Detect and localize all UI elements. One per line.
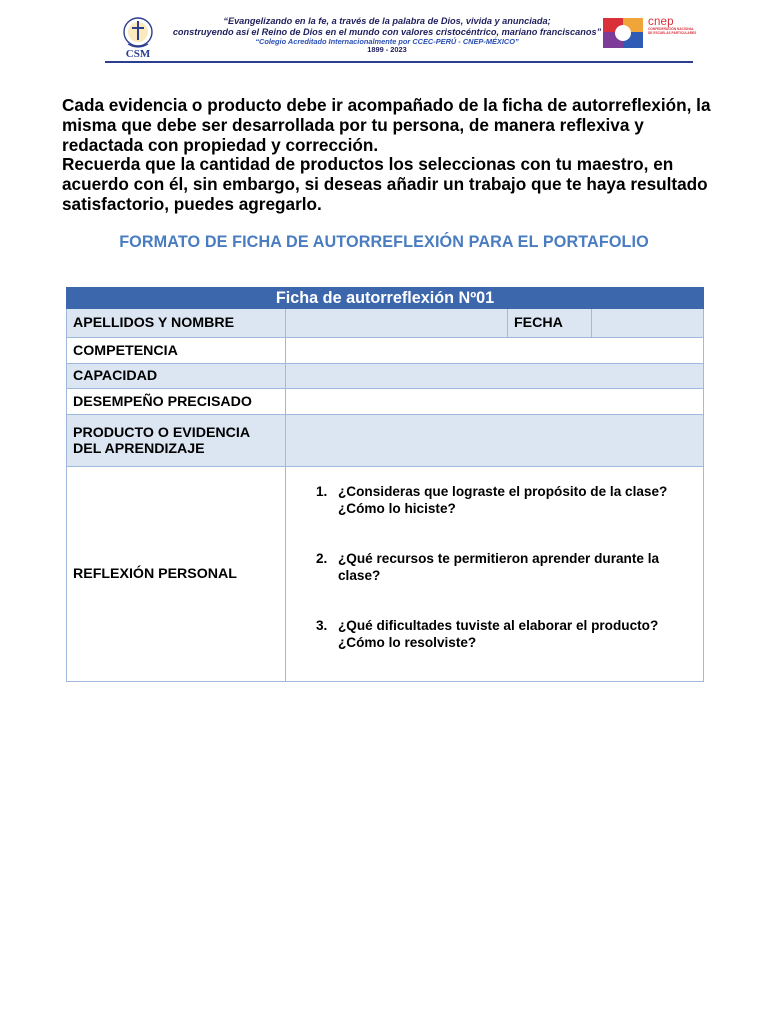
question-text: ¿Consideras que lograste el propósito de la clase? ¿Cómo lo hiciste? bbox=[338, 484, 668, 516]
cnep-logo bbox=[603, 18, 643, 50]
row-competencia bbox=[67, 338, 704, 364]
self-reflection-form bbox=[66, 287, 704, 682]
label-competencia: COMPETENCIA bbox=[67, 338, 286, 364]
accreditation-text: “Colegio Acreditado Internacionalmente por CCEC-PERÚ - CNEP-MÉXICO” bbox=[255, 37, 519, 46]
question-text: ¿Qué dificultades tuviste al elaborar el producto? ¿Cómo lo resolviste? bbox=[338, 618, 659, 650]
question-text: ¿Qué recursos te permitieron aprender durante la clase? bbox=[338, 551, 660, 583]
section-title: FORMATO DE FICHA DE AUTORREFLEXIÓN PARA EL PORTAFOLIO bbox=[119, 233, 649, 251]
field-capacidad[interactable] bbox=[286, 364, 704, 389]
header-divider bbox=[105, 61, 693, 63]
school-logo-lettering: CSM bbox=[125, 48, 151, 60]
school-logo bbox=[119, 16, 157, 60]
field-apellidos-nombre[interactable] bbox=[286, 309, 508, 338]
intro-paragraph-2: Recuerda que la cantidad de productos los seleccionas con tu maestro, en acuerdo con él, sin embargo, si deseas añadir un trabajo que te haya resultado satisfactorio, puedes agregarlo. bbox=[62, 154, 708, 214]
school-motto bbox=[157, 16, 617, 54]
form-title-row bbox=[67, 288, 704, 309]
label-desempeno: DESEMPEÑO PRECISADO bbox=[67, 389, 286, 415]
reflection-questions bbox=[316, 484, 691, 651]
motto-line-2: construyendo así el Reino de Dios en el mundo con valores cristocéntrico, mariano franciscanos” bbox=[172, 26, 602, 37]
cnep-wordmark bbox=[648, 17, 698, 35]
years-text: 1899 - 2023 bbox=[367, 45, 407, 54]
label-reflexion: REFLEXIÓN PERSONAL bbox=[67, 467, 286, 682]
field-desempeno[interactable] bbox=[286, 389, 704, 415]
field-fecha[interactable] bbox=[592, 309, 704, 338]
motto-line-1: “Evangelizando en la fe, a través de la palabra de Dios, vivida y anunciada; bbox=[223, 16, 551, 26]
label-apellidos-nombre: APELLIDOS Y NOMBRE bbox=[67, 309, 286, 338]
label-producto bbox=[67, 415, 286, 467]
question-item bbox=[316, 551, 691, 584]
field-competencia[interactable] bbox=[286, 338, 704, 364]
question-item bbox=[316, 484, 691, 517]
row-producto bbox=[67, 415, 704, 467]
cnep-subtitle: CONFEDERACIÓN NACIONAL DE ESCUELAS PARTICULARES bbox=[648, 27, 697, 35]
form-title: Ficha de autorreflexión Nº01 bbox=[67, 288, 704, 309]
row-capacidad bbox=[67, 364, 704, 389]
question-item bbox=[316, 618, 691, 651]
field-reflexion[interactable] bbox=[286, 467, 704, 682]
label-fecha: FECHA bbox=[508, 309, 592, 338]
intro-paragraph-1: Cada evidencia o producto debe ir acompañado de la ficha de autorreflexión, la misma que debe ser desarrollada por tu persona, de manera reflexiva y redactada con propiedad y corrección. bbox=[62, 95, 711, 155]
school-header bbox=[105, 14, 697, 62]
label-capacidad: CAPACIDAD bbox=[67, 364, 286, 389]
row-nombre bbox=[67, 309, 704, 338]
question-number: 3. bbox=[316, 618, 328, 633]
question-number: 1. bbox=[316, 484, 328, 499]
label-producto-line-1: PRODUCTO O EVIDENCIA bbox=[73, 424, 251, 441]
label-producto-line-2: DEL APRENDIZAJE bbox=[73, 440, 205, 457]
intro-text bbox=[62, 96, 722, 215]
row-reflexion bbox=[67, 467, 704, 682]
field-producto[interactable] bbox=[286, 415, 704, 467]
question-number: 2. bbox=[316, 551, 328, 566]
row-desempeno bbox=[67, 389, 704, 415]
cnep-title: cnep bbox=[648, 16, 674, 28]
